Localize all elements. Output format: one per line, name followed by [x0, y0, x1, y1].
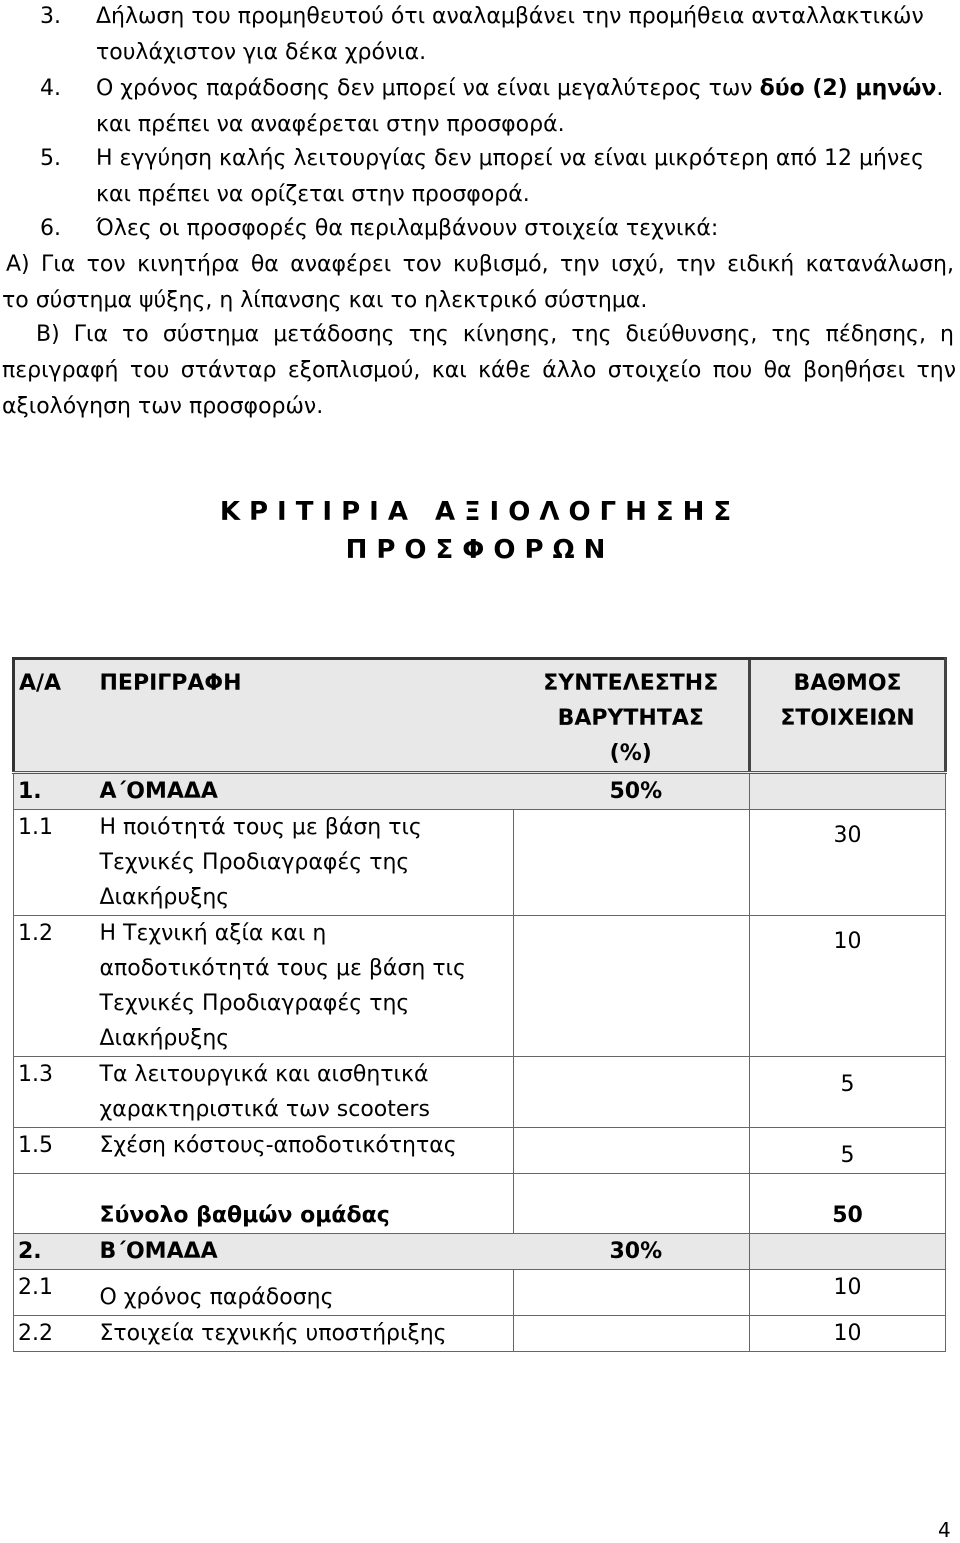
row-weight	[514, 1316, 750, 1352]
table-row	[14, 1057, 946, 1128]
group-b-score	[750, 1234, 946, 1270]
list-number-4: 4.	[40, 76, 61, 101]
group-row-a	[14, 773, 946, 810]
group-a-score	[750, 773, 946, 810]
row-score: 30	[750, 810, 946, 916]
group-row-b	[14, 1234, 946, 1270]
list-item-5-line-1: Η εγγύηση καλής λειτουργίας δεν μπορεί να είναι μικρότερη από 12 μήνες	[96, 146, 925, 171]
group-a-total-row	[14, 1174, 946, 1234]
table-row	[14, 1316, 946, 1352]
table-row	[14, 1270, 946, 1316]
row-description: Στοιχεία τεχνικής υποστήριξης	[96, 1316, 514, 1352]
list-item-4-line-2: και πρέπει να αναφέρεται στην προσφορά.	[96, 112, 565, 137]
row-description: Τα λειτουργικά και αισθητικά χαρακτηριστικά των scooters	[96, 1057, 514, 1128]
total-score: 50	[750, 1174, 946, 1234]
table-row	[14, 1128, 946, 1174]
row-score: 10	[750, 1270, 946, 1316]
list-item-4-bold: δύο (2) μηνών	[759, 76, 937, 101]
list-item-4-line-1	[96, 72, 943, 106]
row-description: Η Τεχνική αξία και η αποδοτικότητά τους με βάση τις Τεχνικές Προδιαγραφές της Διακήρυξης	[96, 916, 514, 1057]
criteria-table	[12, 657, 947, 1352]
section-title-line-2: ΠΡΟΣΦΟΡΩΝ	[345, 535, 615, 565]
total-weight	[514, 1174, 750, 1234]
list-item-4-end: .	[936, 76, 944, 101]
row-number: 1.5	[14, 1128, 96, 1174]
row-weight	[514, 1057, 750, 1128]
row-description: Η ποιότητά τους με βάση τις Τεχνικές Προδιαγραφές της Διακήρυξης	[96, 810, 514, 916]
header-description: ΠΕΡΙΓΡΑΦΗ	[96, 659, 514, 773]
group-a-weight: 50%	[514, 773, 750, 810]
row-number: 1.2	[14, 916, 96, 1057]
paragraph-a-line-2: το σύστημα ψύξης, η λίπανσης και το ηλεκτρικό σύστημα.	[2, 288, 648, 313]
page-number: 4	[938, 1518, 951, 1542]
row-score: 5	[750, 1057, 946, 1128]
row-weight	[514, 1270, 750, 1316]
paragraph-b-line-1: Β) Για το σύστημα μετάδοσης της κίνησης, της διεύθυνσης, της πέδησης, η	[36, 322, 954, 347]
row-number: 2.2	[14, 1316, 96, 1352]
paragraph-b-line-3: αξιολόγηση των προσφορών.	[2, 394, 324, 419]
row-score: 10	[750, 1316, 946, 1352]
row-score: 5	[750, 1128, 946, 1174]
list-item-5-line-2: και πρέπει να ορίζεται στην προσφορά.	[96, 182, 530, 207]
row-score: 10	[750, 916, 946, 1057]
row-number: 1.3	[14, 1057, 96, 1128]
table-header-row	[14, 659, 946, 773]
group-b-name: Β΄ΟΜΑΔΑ	[96, 1234, 514, 1270]
group-b-weight: 30%	[514, 1234, 750, 1270]
paragraph-b-line-2: περιγραφή του στάνταρ εξοπλισμού, και κάθε άλλο στοιχείο που θα βοηθήσει την	[2, 358, 956, 383]
list-item-6-line-1: Όλες οι προσφορές θα περιλαμβάνουν στοιχεία τεχνικά:	[96, 216, 719, 241]
row-weight	[514, 1128, 750, 1174]
row-weight	[514, 810, 750, 916]
header-score: ΒΑΘΜΟΣ ΣΤΟΙΧΕΙΩΝ	[750, 659, 946, 773]
list-number-6: 6.	[40, 216, 61, 241]
group-a-number: 1.	[14, 773, 96, 810]
row-number: 2.1	[14, 1270, 96, 1316]
list-item-4-text: Ο χρόνος παράδοσης δεν μπορεί να είναι μεγαλύτερος των	[96, 76, 760, 101]
section-title-line-1: ΚΡΙΤΙΡΙΑ ΑΞΙΟΛΟΓΗΣΗΣ	[219, 497, 741, 527]
row-weight	[514, 916, 750, 1057]
row-number: 1.1	[14, 810, 96, 916]
list-number-3: 3.	[40, 4, 61, 29]
row-description: Ο χρόνος παράδοσης	[96, 1270, 514, 1316]
list-item-3-line-2: τουλάχιστον για δέκα χρόνια.	[96, 40, 427, 65]
group-b-number: 2.	[14, 1234, 96, 1270]
total-number	[14, 1174, 96, 1234]
table-row	[14, 916, 946, 1057]
table-row	[14, 810, 946, 916]
header-weight: ΣΥΝΤΕΛΕΣΤΗΣ ΒΑΡΥΤΗΤΑΣ (%)	[514, 659, 750, 773]
list-number-5: 5.	[40, 146, 61, 171]
list-item-3-line-1: Δήλωση του προμηθευτού ότι αναλαμβάνει την προμήθεια ανταλλακτικών	[96, 4, 924, 29]
row-description: Σχέση κόστους-αποδοτικότητας	[96, 1128, 514, 1174]
group-a-name: Α΄ΟΜΑΔΑ	[96, 773, 514, 810]
total-label: Σύνολο βαθμών ομάδας	[96, 1174, 514, 1234]
header-aa: Α/Α	[14, 659, 96, 773]
paragraph-a-line-1: Α) Για τον κινητήρα θα αναφέρει τον κυβισμό, την ισχύ, την ειδική κατανάλωση,	[6, 252, 954, 277]
